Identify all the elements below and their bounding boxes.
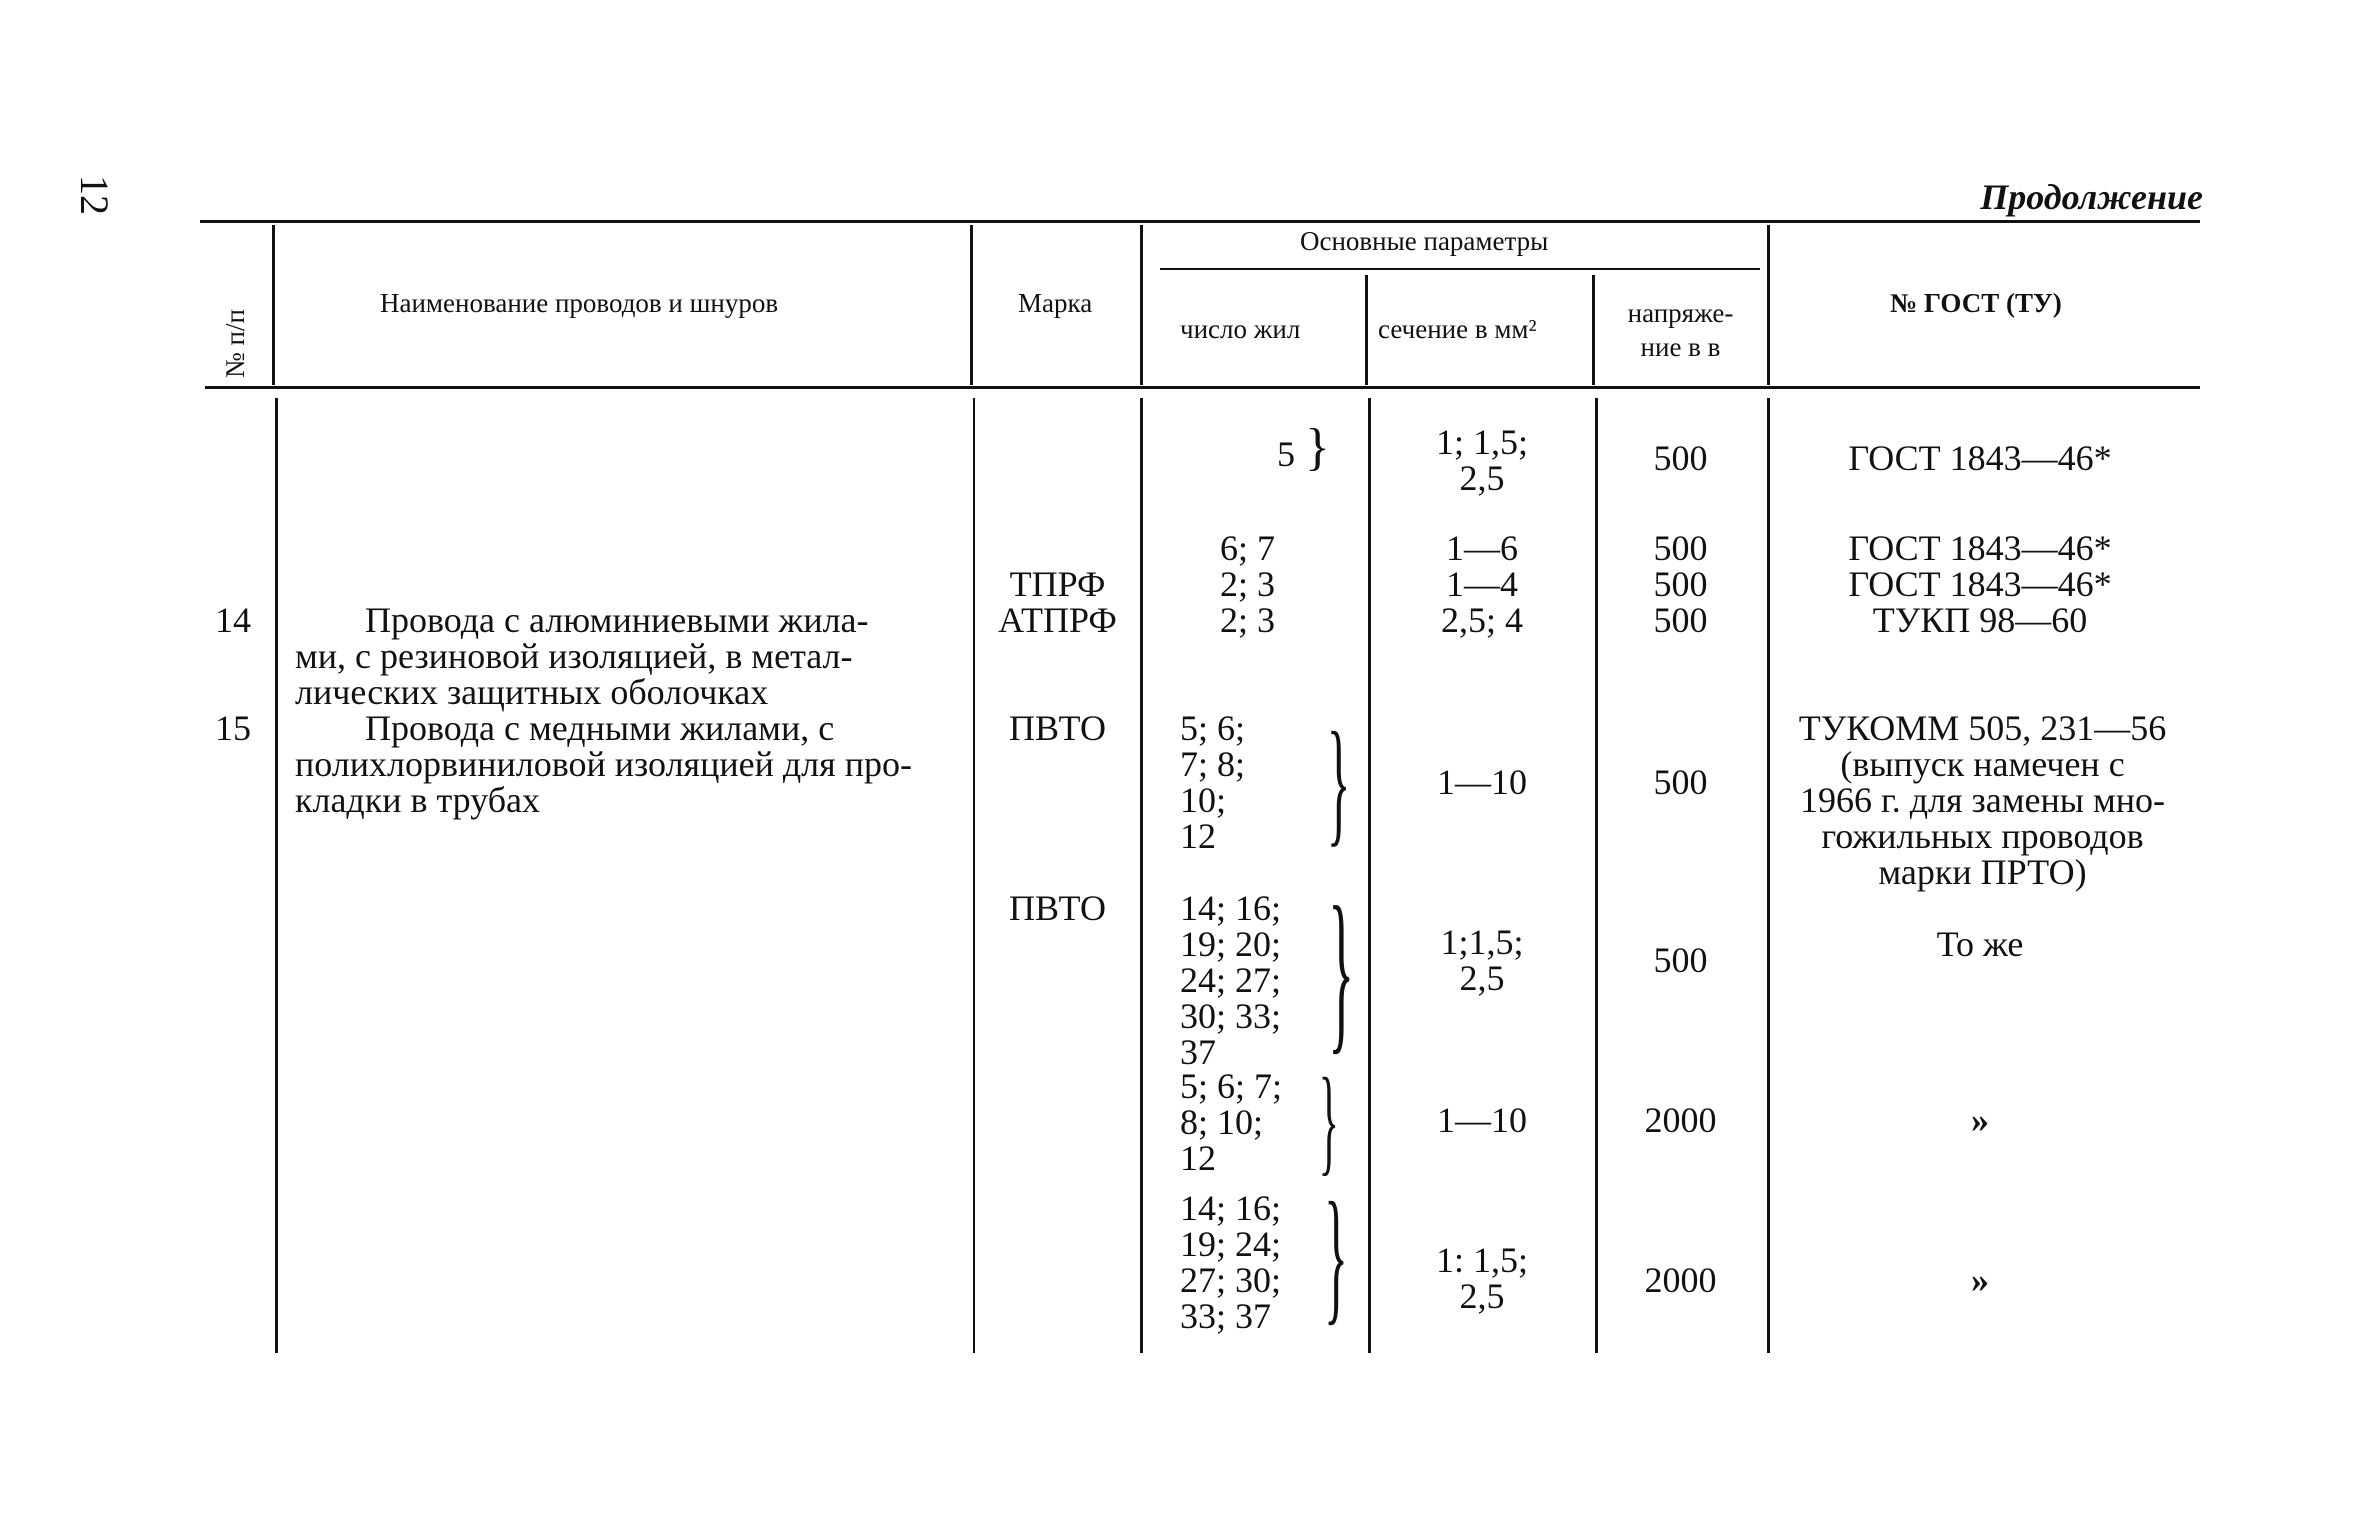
row-14-gost: ТУКП 98—60 [1872, 600, 2088, 640]
header-section: сечение в мм² [1378, 314, 1537, 344]
row-15-mark: ПВТО [1008, 708, 1107, 748]
row-8-cores: 14; 16; 19; 24; 27; 30; 33; 37 [1180, 1188, 1282, 1336]
row-15-section: 1—10 [1437, 762, 1527, 802]
table-top-rule [200, 220, 2200, 223]
row-14-name: Провода с алюминиевыми жила- ми, с резиновой изоляцией, в метал- лических защитных оболочках [295, 600, 869, 712]
row-6-cores-brace: } [1328, 870, 1355, 1069]
row-1-gost: ГОСТ 1843—46* [1848, 438, 2112, 478]
row-15-cores-brace: } [1326, 704, 1351, 859]
header-voltage [1598, 296, 1763, 364]
header-num: № п/п [220, 309, 250, 378]
header-gost: № ГОСТ (ТУ) [1890, 288, 2062, 318]
row-8-section: 1: 1,5; 2,5 [1435, 1240, 1528, 1316]
header-voltage-line1: напряже- [1627, 298, 1734, 328]
row-2-cores: 6; 7 [1220, 528, 1276, 568]
header-name: Наименование проводов и шнуров [380, 288, 779, 318]
row-14-section: 2,5; 4 [1440, 600, 1523, 640]
col-divider-h2 [970, 225, 973, 385]
row-3-voltage: 500 [1653, 564, 1708, 604]
col-divider-h3 [1140, 225, 1143, 385]
row-7-gost: » [1971, 1100, 1989, 1140]
row-3-cores: 2; 3 [1220, 564, 1276, 604]
col-divider-b4 [1368, 398, 1371, 1353]
row-3-section: 1—4 [1446, 564, 1518, 604]
header-bottom-rule [205, 386, 2200, 389]
row-2-voltage: 500 [1653, 528, 1708, 568]
row-8-gost: » [1971, 1260, 1989, 1300]
col-divider-h6 [1767, 225, 1770, 385]
row-1-cores-brace: } [1305, 419, 1330, 476]
row-8-cores-brace: } [1324, 1172, 1348, 1338]
row-7-cores: 5; 6; 7; 8; 10; 12 [1180, 1066, 1283, 1178]
row-3-gost: ГОСТ 1843—46* [1848, 564, 2112, 604]
row-7-cores-brace: } [1318, 1053, 1339, 1186]
header-params-group: Основные параметры [1300, 226, 1549, 256]
row-14-voltage: 500 [1653, 600, 1708, 640]
row-1-section: 1; 1,5; 2,5 [1435, 422, 1528, 498]
col-divider-b2 [973, 398, 975, 1353]
row-14-mark: АТПРФ [998, 600, 1117, 640]
col-divider-b3 [1140, 398, 1143, 1353]
row-8-voltage: 2000 [1644, 1260, 1717, 1300]
header-mark: Марка [1018, 288, 1093, 318]
page-number: 12 [72, 175, 117, 215]
row-15-num: 15 [215, 708, 251, 748]
row-15-cores: 5; 6; 7; 8; 10; 12 [1180, 708, 1246, 856]
row-6-section: 1;1,5; 2,5 [1440, 922, 1524, 998]
row-15-voltage: 500 [1653, 762, 1708, 802]
row-15-gost: ТУКОММ 505, 231—56 (выпуск намечен с 1966 г. для замены мно- гожильных проводов марки ПРТО) [1798, 708, 2167, 892]
header-voltage-line2: ние в в [1640, 332, 1721, 362]
row-3-mark: ТПРФ [1009, 564, 1106, 604]
col-divider-h1 [272, 225, 275, 385]
row-6-cores: 14; 16; 19; 20; 24; 27; 30; 33; 37 [1180, 888, 1282, 1072]
header-cores: число жил [1180, 314, 1301, 344]
row-1-voltage: 500 [1653, 438, 1708, 478]
row-7-section: 1—10 [1437, 1100, 1527, 1140]
params-group-rule [1160, 268, 1760, 270]
row-6-voltage: 500 [1653, 940, 1708, 980]
continuation-label: Продолжение [1980, 177, 2203, 217]
row-6-mark: ПВТО [1008, 888, 1107, 928]
col-divider-b1 [275, 398, 278, 1353]
row-14-cores: 2; 3 [1220, 600, 1276, 640]
row-7-voltage: 2000 [1644, 1100, 1717, 1140]
row-2-section: 1—6 [1446, 528, 1518, 568]
col-divider-h4 [1365, 275, 1368, 385]
row-15-name: Провода с медными жилами, с полихлорвиниловой изоляцией для про- кладки в трубах [295, 708, 912, 820]
col-divider-h5 [1592, 275, 1595, 385]
row-14-num: 14 [215, 600, 251, 640]
row-1-cores: 5 [1277, 434, 1295, 474]
row-6-gost: То же [1936, 924, 2024, 964]
row-2-gost: ГОСТ 1843—46* [1848, 528, 2112, 568]
